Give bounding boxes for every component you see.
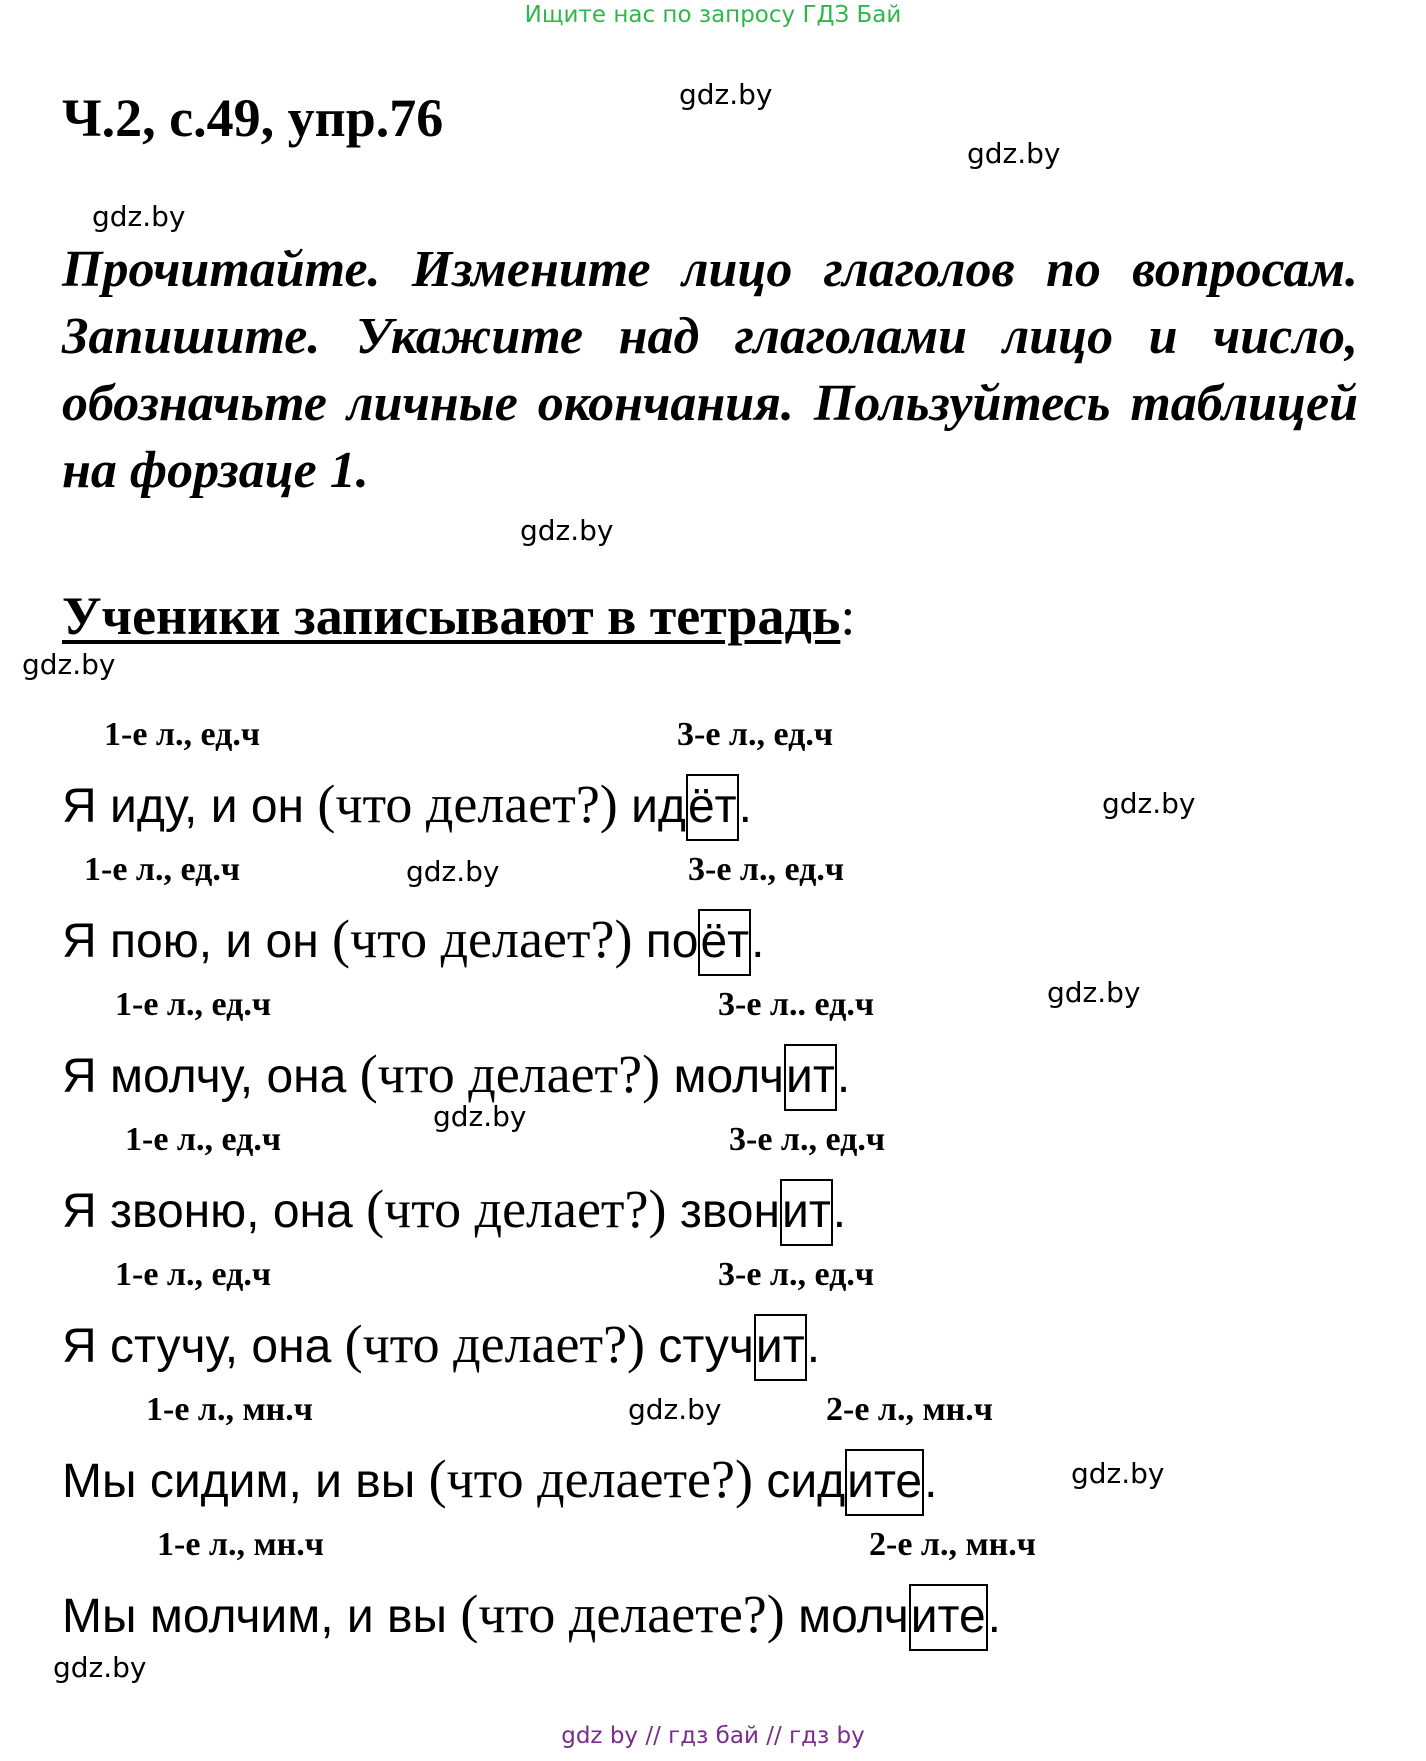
exercise-sentence — [62, 1315, 820, 1376]
sentence-question: (что делает?) — [317, 774, 618, 834]
sentence-end: . — [751, 915, 765, 968]
sentence-start: Мы молчим, и вы — [62, 1590, 461, 1643]
verb-ending: ит — [784, 1044, 837, 1111]
exercise-sentence — [62, 775, 752, 836]
person-number-label: 3-е л., ед.ч — [729, 1121, 886, 1158]
section-heading-text: Ученики записывают в тетрадь — [62, 586, 841, 646]
verb-stem: по — [632, 915, 699, 968]
footer-links[interactable]: gdz by // гдз бай // гдз by — [561, 1723, 865, 1749]
sentence-start: Я пою, и он — [62, 915, 333, 968]
top-banner[interactable]: Ищите нас по запросу ГДЗ Бай — [524, 2, 902, 28]
watermark: gdz.by — [1071, 1457, 1165, 1490]
person-number-label: 1-е л., мн.ч — [157, 1526, 324, 1563]
section-heading — [62, 584, 855, 648]
sentence-start: Мы сидим, и вы — [62, 1455, 429, 1508]
person-number-label: 2-е л., мн.ч — [869, 1526, 1036, 1563]
verb-ending: ите — [845, 1449, 924, 1516]
watermark: gdz.by — [406, 855, 500, 888]
verb-stem: сид — [752, 1455, 846, 1508]
sentence-question: (что делает?) — [344, 1314, 646, 1374]
verb-ending: ёт — [698, 909, 751, 976]
exercise-sentence — [62, 910, 765, 971]
sentence-start: Я стучу, она — [62, 1320, 345, 1373]
person-number-label: 3-е л.. ед.ч — [718, 986, 875, 1023]
watermark: gdz.by — [433, 1100, 527, 1133]
watermark: gdz.by — [92, 200, 186, 233]
exercise-sentence — [62, 1180, 846, 1241]
sentence-question: (что делаете?) — [428, 1449, 753, 1509]
verb-ending: ёт — [686, 774, 739, 841]
sentence-question: (что делаете?) — [460, 1584, 785, 1644]
section-heading-colon: : — [840, 586, 856, 646]
person-number-label: 2-е л., мн.ч — [826, 1391, 993, 1428]
sentence-question: (что делает?) — [332, 909, 633, 969]
verb-ending: ите — [909, 1584, 988, 1651]
sentence-question: (что делает?) — [359, 1044, 661, 1104]
person-number-label: 3-е л., ед.ч — [718, 1256, 875, 1293]
person-number-label: 1-е л., мн.ч — [146, 1391, 313, 1428]
person-number-label: 1-е л., ед.ч — [125, 1121, 282, 1158]
verb-stem: молч — [784, 1590, 909, 1643]
sentence-start: Я звоню, она — [62, 1185, 367, 1238]
watermark: gdz.by — [53, 1651, 147, 1684]
verb-stem: ид — [617, 780, 686, 833]
exercise-sentence — [62, 1450, 937, 1511]
sentence-start: Я молчу, она — [62, 1050, 360, 1103]
verb-ending: ит — [754, 1314, 807, 1381]
watermark: gdz.by — [679, 78, 773, 111]
page-title: Ч.2, с.49, упр.76 — [62, 88, 444, 148]
watermark: gdz.by — [1047, 976, 1141, 1009]
watermark: gdz.by — [520, 514, 614, 547]
sentence-question: (что делает?) — [366, 1179, 667, 1239]
verb-ending: ит — [780, 1179, 833, 1246]
exercise-sentence — [62, 1045, 850, 1106]
person-number-label: 3-е л., ед.ч — [677, 716, 834, 753]
verb-stem: молч — [660, 1050, 785, 1103]
sentence-start: Я иду, и он — [62, 780, 318, 833]
sentence-end: . — [836, 1050, 851, 1103]
sentence-end: . — [924, 1455, 938, 1508]
person-number-label: 1-е л., ед.ч — [104, 716, 261, 753]
person-number-label: 3-е л., ед.ч — [688, 851, 845, 888]
task-instructions: Прочитайте. Измените лицо глаголов по вопросам. Запишите. Укажите над глаголами лицо и число, обозначьте личные окончания. Пользуйтесь таблицей на форзаце 1. — [62, 241, 1358, 499]
verb-stem: звон — [666, 1185, 780, 1238]
watermark: gdz.by — [628, 1393, 722, 1426]
person-number-label: 1-е л., ед.ч — [115, 1256, 272, 1293]
person-number-label: 1-е л., ед.ч — [84, 851, 241, 888]
sentence-end: . — [987, 1590, 1001, 1643]
watermark: gdz.by — [1102, 787, 1196, 820]
watermark: gdz.by — [22, 648, 116, 681]
watermark: gdz.by — [967, 137, 1061, 170]
sentence-end: . — [832, 1185, 847, 1238]
verb-stem: стуч — [645, 1320, 754, 1373]
exercise-sentence — [62, 1585, 1001, 1646]
sentence-end: . — [806, 1320, 821, 1373]
person-number-label: 1-е л., ед.ч — [115, 986, 272, 1023]
sentence-end: . — [738, 780, 752, 833]
